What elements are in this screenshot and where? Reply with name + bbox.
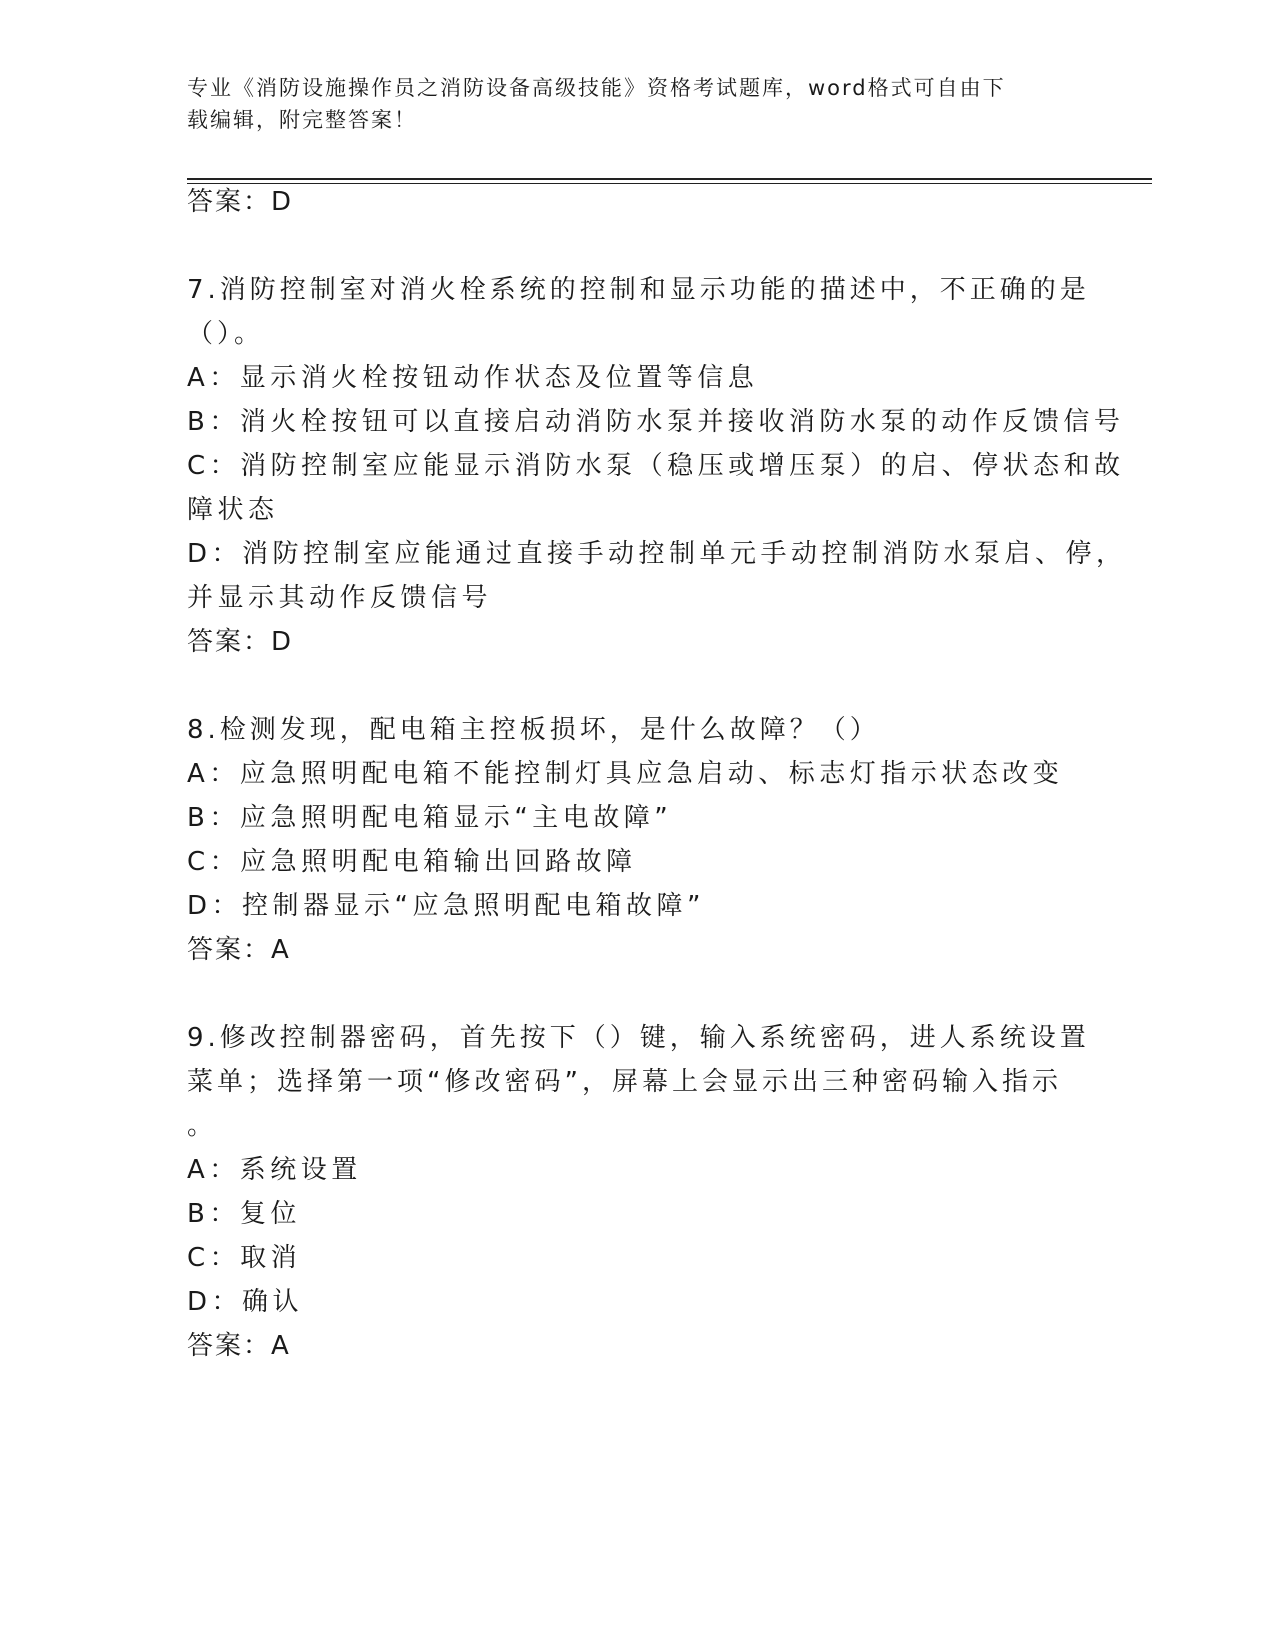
q7-option-d-line-1: D：消防控制室应能通过直接手动控制单元手动控制消防水泵启、停， (187, 539, 1127, 569)
q8-stem: 8.检测发现，配电箱主控板损坏，是什么故障？（） (187, 715, 880, 745)
q7-option-c-line-2: 障状态 (187, 495, 279, 525)
q9-option-a: A：系统设置 (187, 1155, 362, 1185)
q9-stem-line-2: 菜单；选择第一项“修改密码”，屏幕上会显示出三种密码输入指示 (187, 1067, 1062, 1097)
previous-answer: 答案：D (187, 187, 294, 217)
q9-option-b: B：复位 (187, 1199, 301, 1229)
q8-answer: 答案：A (187, 935, 291, 965)
q9-option-d: D：确认 (187, 1287, 304, 1317)
q7-option-c-line-1: C：消防控制室应能显示消防水泵（稳压或增压泵）的启、停状态和故 (187, 451, 1125, 481)
q8-option-d: D：控制器显示“应急照明配电箱故障” (187, 891, 705, 921)
q7-stem-line-2: （）。 (187, 319, 265, 349)
header-rule-thick (187, 178, 1152, 180)
document-header (187, 72, 1067, 136)
q7-answer: 答案：D (187, 627, 294, 657)
q8-option-b: B：应急照明配电箱显示“主电故障” (187, 803, 673, 833)
q7-option-d-line-2: 并显示其动作反馈信号 (187, 583, 493, 613)
q9-stem-line-1: 9.修改控制器密码，首先按下（）键，输入系统密码，进人系统设置 (187, 1023, 1090, 1053)
q9-stem-line-3: 。 (187, 1111, 218, 1141)
q9-answer: 答案：A (187, 1331, 291, 1361)
header-rule-thin (187, 183, 1152, 184)
header-line-2: 载编辑，附完整答案！ (187, 108, 417, 132)
header-line-1: 专业《消防设施操作员之消防设备高级技能》资格考试题库，word格式可自由下 (187, 76, 1006, 100)
q8-option-c: C：应急照明配电箱输出回路故障 (187, 847, 637, 877)
q8-option-a: A：应急照明配电箱不能控制灯具应急启动、标志灯指示状态改变 (187, 759, 1064, 789)
q7-option-b: B：消火栓按钮可以直接启动消防水泵并接收消防水泵的动作反馈信号 (187, 407, 1125, 437)
q7-option-a: A：显示消火栓按钮动作状态及位置等信息 (187, 363, 759, 393)
q9-option-c: C：取消 (187, 1243, 302, 1273)
q7-stem-line-1: 7.消防控制室对消火栓系统的控制和显示功能的描述中，不正确的是 (187, 275, 1090, 305)
